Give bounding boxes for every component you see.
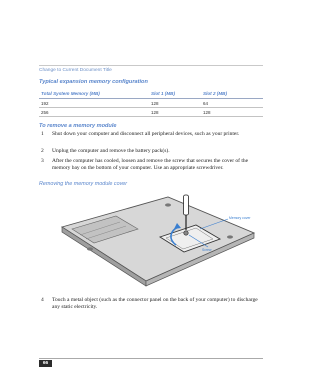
table-header-row bbox=[39, 89, 263, 99]
running-title: Change to Current Document Title bbox=[39, 68, 112, 73]
table-cell-slot-2: 128 bbox=[203, 109, 211, 115]
screwdriver-handle bbox=[184, 195, 189, 215]
step-text: Touch a metal object (such as the connector panel on the back of your computer) to discharge any static electricity. bbox=[52, 297, 258, 310]
memory-configuration-table bbox=[39, 89, 263, 117]
procedure-step bbox=[39, 158, 263, 172]
header-rule bbox=[39, 65, 263, 66]
table-row bbox=[39, 99, 263, 108]
footer-rule bbox=[39, 358, 263, 359]
procedure-step bbox=[39, 148, 263, 155]
table-heading: Typical expansion memory configuration bbox=[39, 79, 148, 85]
foot bbox=[227, 235, 233, 238]
step-number: 3 bbox=[41, 158, 44, 164]
step-number: 2 bbox=[41, 148, 44, 154]
screw-icon bbox=[184, 231, 188, 235]
step-text: After the computer has cooled, loosen and remove the screw that secures the cover of the memory bay on the bottom of your computer. Use an appropriate screwdriver. bbox=[52, 158, 249, 171]
callout-screw: Screw bbox=[202, 248, 212, 252]
figure-caption: Removing the memory module cover bbox=[39, 181, 128, 187]
table-cell-total: 192 bbox=[41, 100, 49, 106]
laptop-memory-cover-illustration bbox=[50, 189, 258, 287]
column-header-slot-2: Slot 2 (MB) bbox=[203, 91, 227, 96]
step-text: Unplug the computer and remove the battery pack(s). bbox=[52, 148, 170, 154]
column-header-total-memory: Total System Memory (MB) bbox=[41, 91, 100, 96]
procedure-step bbox=[39, 131, 263, 138]
procedure-step bbox=[39, 297, 263, 311]
step-text: Shut down your computer and disconnect all peripheral devices, such as your printer. bbox=[52, 131, 240, 137]
table-cell-total: 256 bbox=[41, 109, 49, 115]
callout-memory-cover: Memory cover bbox=[229, 216, 251, 220]
table-cell-slot-1: 128 bbox=[151, 100, 159, 106]
step-number: 1 bbox=[41, 131, 44, 137]
foot bbox=[165, 203, 171, 206]
table-row bbox=[39, 108, 263, 117]
procedure-heading: To remove a memory module bbox=[39, 123, 117, 129]
foot bbox=[87, 247, 93, 250]
step-number: 4 bbox=[41, 297, 44, 303]
column-header-slot-1: Slot 1 (MB) bbox=[151, 91, 175, 96]
table-cell-slot-1: 128 bbox=[151, 109, 159, 115]
page-number: 66 bbox=[39, 360, 52, 367]
table-cell-slot-2: 64 bbox=[203, 100, 209, 106]
